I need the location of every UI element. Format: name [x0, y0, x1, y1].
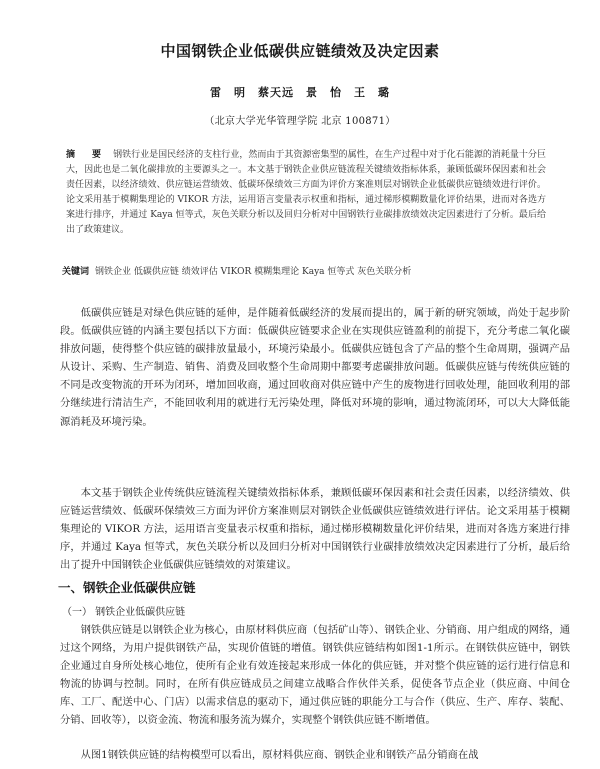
- subsection-heading-1: （一） 钢铁企业低碳供应链: [62, 607, 186, 618]
- body-paragraph-2-text: 本文基于钢铁企业传统供应链流程关键绩效指标体系，兼顾低碳环保因素和社会责任因素，以经济绩效、供应链运营绩效、低碳环保绩效三方面为评价方案准则层对钢铁企业低碳供应链绩效进行评估。论文采用基于模糊集理论的 VIKOR 方法，运用语言变量表示权重和指标，通过梯形模糊数量化评价结果，进而对各选方案进行排序，并通过 Kaya 恒等式，灰色关联分析以及回归分析对中国钢铁行业碳排放绩效决定因素进行了分析，最后给出了提升中国钢铁企业低碳供应链绩效的对策建议。: [60, 487, 570, 572]
- keywords-text: 钢铁企业 低碳供应链 绩效评估 VIKOR 模糊集理论 Kaya 恒等式 灰色关联分析: [95, 267, 412, 277]
- paper-affiliation: （北京大学光华管理学院 北京 100871）: [204, 116, 396, 127]
- body-paragraph-1: [60, 304, 570, 431]
- body-paragraph-4: [60, 746, 570, 764]
- body-paragraph-2: [60, 484, 570, 574]
- abstract-label: 摘 要: [66, 150, 106, 160]
- body-paragraph-3-text: 钢铁供应链是以钢铁企业为核心，由原材料供应商（包括矿山等）、钢铁企业、分销商、用户组成的网络，通过这个网络，为用户提供钢铁产品，实现价值链的增值。钢铁供应链结构如图1-1所示。在钢铁供应链中，钢铁企业通过自身所处核心地位，使所有企业有效连接起来形成一体化的供应链，并对整个供应链的运行进行信息和物流的协调与控制。同时，在所有供应链成员之间建立战略合作伙伴关系，促使各节点企业（供应商、中间仓库、工厂、配送中心、门店）以需求信息的驱动下，通过供应链的职能分工与合作（供应、生产、库存、装配、分销、回收等），以资金流、物流和服务流为媒介，实现整个钢铁供应链不断增值。: [60, 624, 570, 727]
- body-paragraph-4-text: 从图1钢铁供应链的结构模型可以看出，原材料供应商、钢铁企业和钢铁产品分销商在战: [80, 749, 479, 761]
- keywords: [62, 265, 552, 279]
- keywords-label: 关键词: [62, 267, 90, 277]
- abstract: [66, 148, 546, 237]
- abstract-text: 钢铁行业是国民经济的支柱行业，然而由于其资源密集型的属性，在生产过程中对于化石能源的消耗量十分巨大，因此也是二氧化碳排放的主要源头之一。本文基于钢铁企业供应链流程关键绩效指标体系，兼顾低碳环保因素和社会责任因素，以经济绩效、供应链运营绩效、低碳环保绩效三方面为评价方案准则层对钢铁企业低碳供应链绩效进行评价。论文采用基于模糊集理论的 VIKOR 方法，运用语言变量表示权重和指标，通过梯形模糊数量化评价结果，进而对各选方案进行排序，并通过 Kaya 恒等式，灰色关联分析以及回归分析对中国钢铁行业碳排放绩效决定因素进行了分析。最后给出了政策建议。: [66, 150, 546, 235]
- body-paragraph-3: [60, 621, 570, 730]
- paper-authors: 雷 明 蔡天远 景 怡 王 璐: [210, 86, 390, 99]
- body-paragraph-1-text: 低碳供应链是对绿色供应链的延伸，是伴随着低碳经济的发展而提出的，属于新的研究领域，尚处于起步阶段。低碳供应链的内涵主要包括以下方面：低碳供应链要求企业在实现供应链盈利的前提下，充分考虑二氧化碳排放问题，使得整个供应链的碳排放量最小，环境污染最小。低碳供应链包含了产品的整个生命周期，强调产品从设计、采购、生产制造、销售、消费及回收整个生命周期中都要考虑碳排放问题。低碳供应链与传统供应链的不同是改变物流的开环为闭环，增加回收商，通过回收商对供应链中产生的废物进行回收处理，能回收利用的部分继续进行清洁生产，不能回收利用的就进行无污染处理，降低对环境的影响，通过物流闭环，可以大大降低能源消耗及环境污染。: [60, 307, 570, 428]
- section-heading-1: 一、钢铁企业低碳供应链: [58, 580, 196, 595]
- paper-title: 中国钢铁企业低碳供应链绩效及决定因素: [160, 42, 440, 60]
